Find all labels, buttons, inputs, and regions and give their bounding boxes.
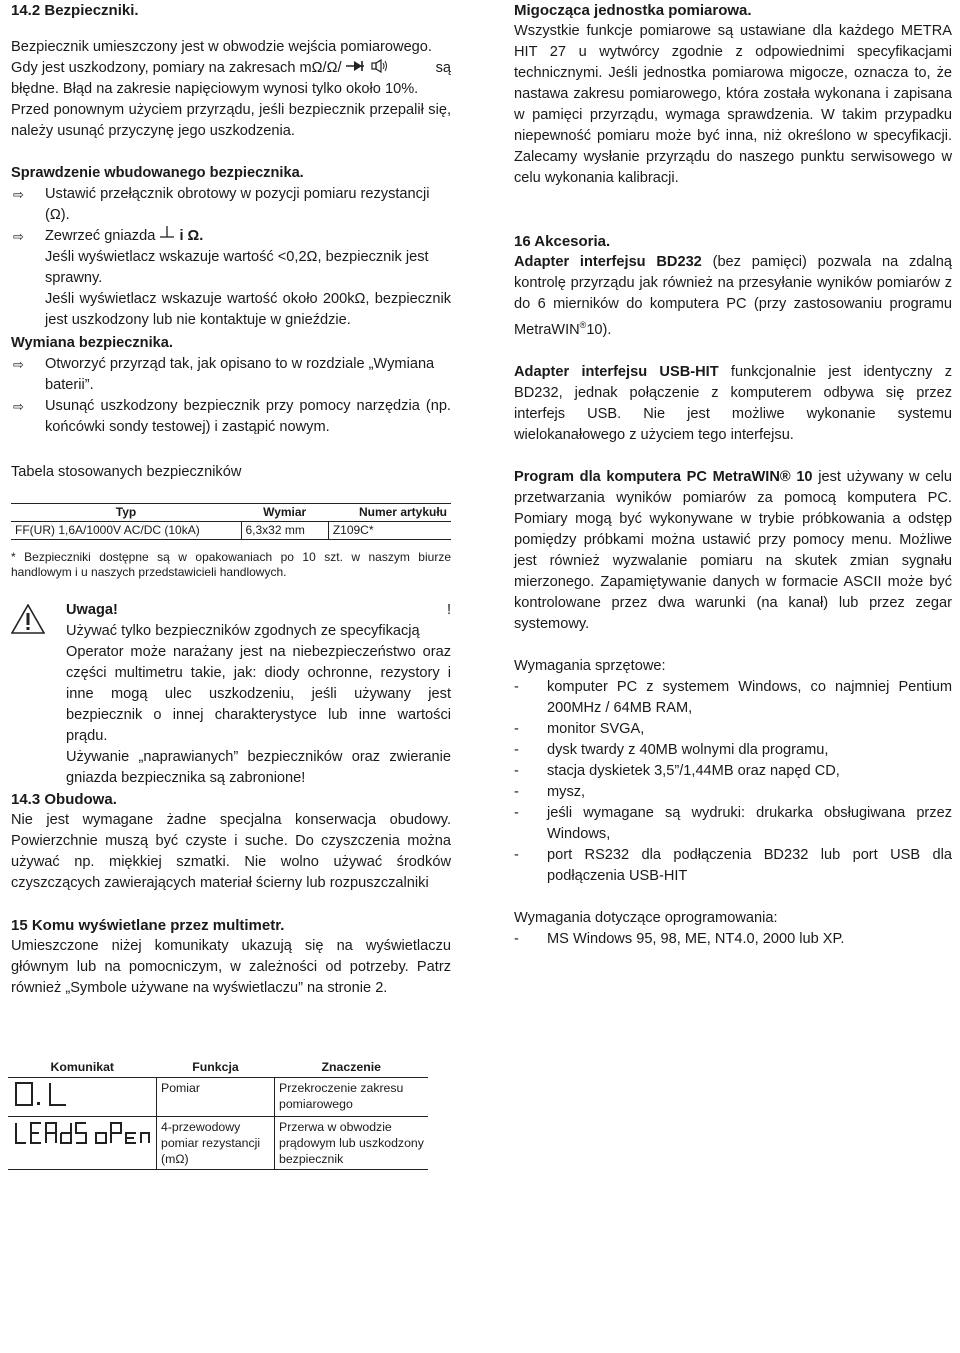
table-row [8,1117,428,1170]
lcd-leads-open-display [8,1117,157,1170]
fuse-footnote: * Bezpieczniki dostępne są w opakowaniach po 10 szt. w naszym biurze handlowym i u naszych przedstawicieli handlowych. [11,550,451,579]
messages-table [8,1057,428,1170]
fuse-range-line: Gdy jest uszkodzony, pomiary na zakresach mΩ/Ω/ są [11,60,451,76]
table-row [11,522,451,540]
blinking-unit-text: Wszystkie funkcje pomiarowe są ustawiane dla każdego METRA HIT 27 u wytwórcy zgodnie z odpowiednimi specyfikacjami technicznymi. Jeśli jednostka pomiarowa migocze, oznacza to, że nastawa zakresu pomiarowego, która została wykonana i zapisana w pamięci przyrządu, wymaga sprawdzenia. W takim przypadku niepewność pomiaru może być inna, niż określono w specyfikacji. Zalecamy wysłanie przyrządu do naszego punktu serwisowego w celu wykonania kalibracji. [514,23,952,186]
step-remove-fuse: ⇨ Usunąć uszkodzony bezpiecznik przy pomocy narzędzia (np. końcówki sondy testowej) i zastąpić nowym. [11,396,451,438]
section-16-heading: 16 Akcesoria. [514,233,611,250]
msg-function: 4-przewodowy pomiar rezystancji (mΩ) [157,1117,275,1170]
warning-line-2: Operator może narażany jest na niebezpieczeństwo oraz części multimetru takie, jak: diody ochronne, rezystory i inne mogą ulec uszkodzeniu, jeśli używany jest bezpiecznik o innej charakterystyce lub inne wartości prądu. [66,644,451,744]
fuse-header-article: Numer artykułu [358,505,447,519]
right-column [514,0,952,950]
step-set-switch: ⇨ Ustawić przełącznik obrotowy w pozycji pomiaru rezystancji (Ω). [11,184,451,226]
list-item: - jeśli wymagane są wydruki: drukarka obsługiwana przez Windows, [514,804,952,842]
blinking-unit-heading: Migocząca jednostka pomiarowa. [514,2,752,19]
list-item: - MS Windows 95, 98, ME, NT4.0, 2000 lub XP. [514,930,845,947]
fuse-size: 6,3x32 mm [241,522,328,540]
list-item: - port RS232 dla podłączenia BD232 lub port USB dla podłączenia USB-HIT [514,846,952,884]
msg-function: Pomiar [157,1078,275,1117]
warning-title: Uwaga! [66,602,118,618]
software-req-list [514,929,952,950]
step-short-sockets: ⇨ Zewrzeć gniazda i Ω. [11,226,451,247]
metrawin-text: Program dla komputera PC MetraWIN® 10 jest używany w celu przetwarzania wyników pomiarów za pomocą komputera PC. Pomiary mogą być wykonywane w trybie próbkowania a odstęp pomiędzy próbkami można ustawić przy pomocy menu. Możliwe jest również wyzwalanie pomiaru na skutek zmian sygnału mierzonego. Zapamiętywanie danych w formacie ASCII może być kontrolowane przez dwa warunki (na kanał) lub przez zegar systemowy. [514,468,952,632]
section-14-2-heading: 14.2 Bezpieczniki. [11,2,139,19]
warning-block [11,600,451,789]
result-ok: Jeśli wyświetlacz wskazuje wartość <0,2Ω, bezpiecznik jest sprawny. [45,249,429,286]
usb-hit-text: Adapter interfejsu USB-HIT funkcjonalnie jest identyczny z BD232, jednak połączenie z komputerem odbywa się przez interfejs USB. Nie jest możliwe wykonanie systemu wielokanałowego z użyciem tego interfejsu. [514,363,952,443]
fuse-voltage-error: błędne. Błąd na zakresie napięciowym wynosi tylko około 10%. [11,81,419,97]
hardware-req-list [514,677,952,887]
hardware-req-title: Wymagania sprzętowe: [514,657,666,674]
warning-line-1: Używać tylko bezpieczników zgodnych ze specyfikacją [66,623,420,639]
lcd-overload-display [8,1078,157,1117]
lcd-overload-icon [12,1080,82,1110]
fuse-header-type: Typ [115,505,137,519]
housing-text: Nie jest wymagane żadne specjalna konserwacja obudowy. Powierzchnie muszą być czyste i suche. Do czyszczenia można używać np. miękkiej szmatki. Nie wolno używać środków czyszczących zawierających materiał ścierny lub rozpuszczalniki [11,812,451,891]
list-item: - mysz, [514,783,586,800]
fuse-table [11,503,451,540]
arrow-right-icon: ⇨ [13,229,24,244]
arrow-right-icon: ⇨ [13,399,24,414]
table-row [8,1078,428,1117]
fuse-article: Z109C* [328,522,451,540]
warning-triangle-icon [11,600,66,789]
warning-line-3: Używanie „naprawianych” bezpieczników oraz zwieranie gniazda bezpiecznika są zabronione! [66,749,451,786]
list-item: - monitor SVGA, [514,720,645,737]
messages-intro: Umieszczone niżej komunikaty ukazują się na wyświetlaczu głównym lub na pomocniczym, w zależności od potrzeby. Patrz również „Symbole używane na wyświetlaczu” na stronie 2. [11,938,451,996]
fuse-table-caption: Tabela stosowanych bezpieczników [11,464,242,480]
list-item: - komputer PC z systemem Windows, co najmniej Pentium 200MHz / 64MB RAM, [514,678,952,716]
left-column [11,0,451,999]
diode-buzzer-icon [346,60,390,76]
step-open-device: ⇨ Otworzyć przyrząd tak, jak opisano to w rozdziale „Wymiana baterii”. [11,354,451,396]
fuse-replace-title: Wymiana bezpiecznika. [11,335,173,351]
software-req-title: Wymagania dotyczące oprogramowania: [514,909,778,926]
msg-header-meaning: Znaczenie [275,1057,429,1078]
bd232-text: Adapter interfejsu BD232 (bez pamięci) pozwala na zdalną kontrolę przyrządu jak również na przesyłanie wyników pomiarów z do 6 mierników do komputera PC (przy zastosowaniu programu MetraWIN®10). [514,254,952,338]
section-14-3-heading: 14.3 Obudowa. [11,791,117,808]
section-15-heading: 15 Komu wyświetlane przez multimetr. [11,917,285,934]
fuse-type: FF(UR) 1,6A/1000V AC/DC (10kA) [15,523,200,537]
msg-header-function: Funkcja [157,1057,275,1078]
fuse-check-title: Sprawdzenie wbudowanego bezpiecznika. [11,165,304,181]
fuse-header-size: Wymiar [263,505,307,519]
lcd-leads-open-icon [12,1119,152,1149]
msg-header-message: Komunikat [8,1057,157,1078]
arrow-right-icon: ⇨ [13,357,24,372]
msg-meaning: Przerwa w obwodzie prądowym lub uszkodzony bezpiecznik [275,1117,429,1170]
list-item: - dysk twardy z 40MB wolnymi dla programu, [514,741,829,758]
msg-meaning: Przekroczenie zakresu pomiarowego [275,1078,429,1117]
result-bad: Jeśli wyświetlacz wskazuje wartość około 200kΩ, bezpiecznik jest uszkodzony lub nie kontaktuje w gnieździe. [45,291,451,328]
ground-socket-icon [159,228,179,244]
fuse-reuse-note: Przed ponownym użyciem przyrządu, jeśli bezpiecznik przepalił się, należy usunąć przyczynę jego uszkodzenia. [11,102,451,139]
warning-exclamation: ! [446,602,451,618]
fuse-intro: Bezpiecznik umieszczony jest w obwodzie wejścia pomiarowego. [11,39,432,55]
arrow-right-icon: ⇨ [13,187,24,202]
list-item: - stacja dyskietek 3,5”/1,44MB oraz napęd CD, [514,762,840,779]
